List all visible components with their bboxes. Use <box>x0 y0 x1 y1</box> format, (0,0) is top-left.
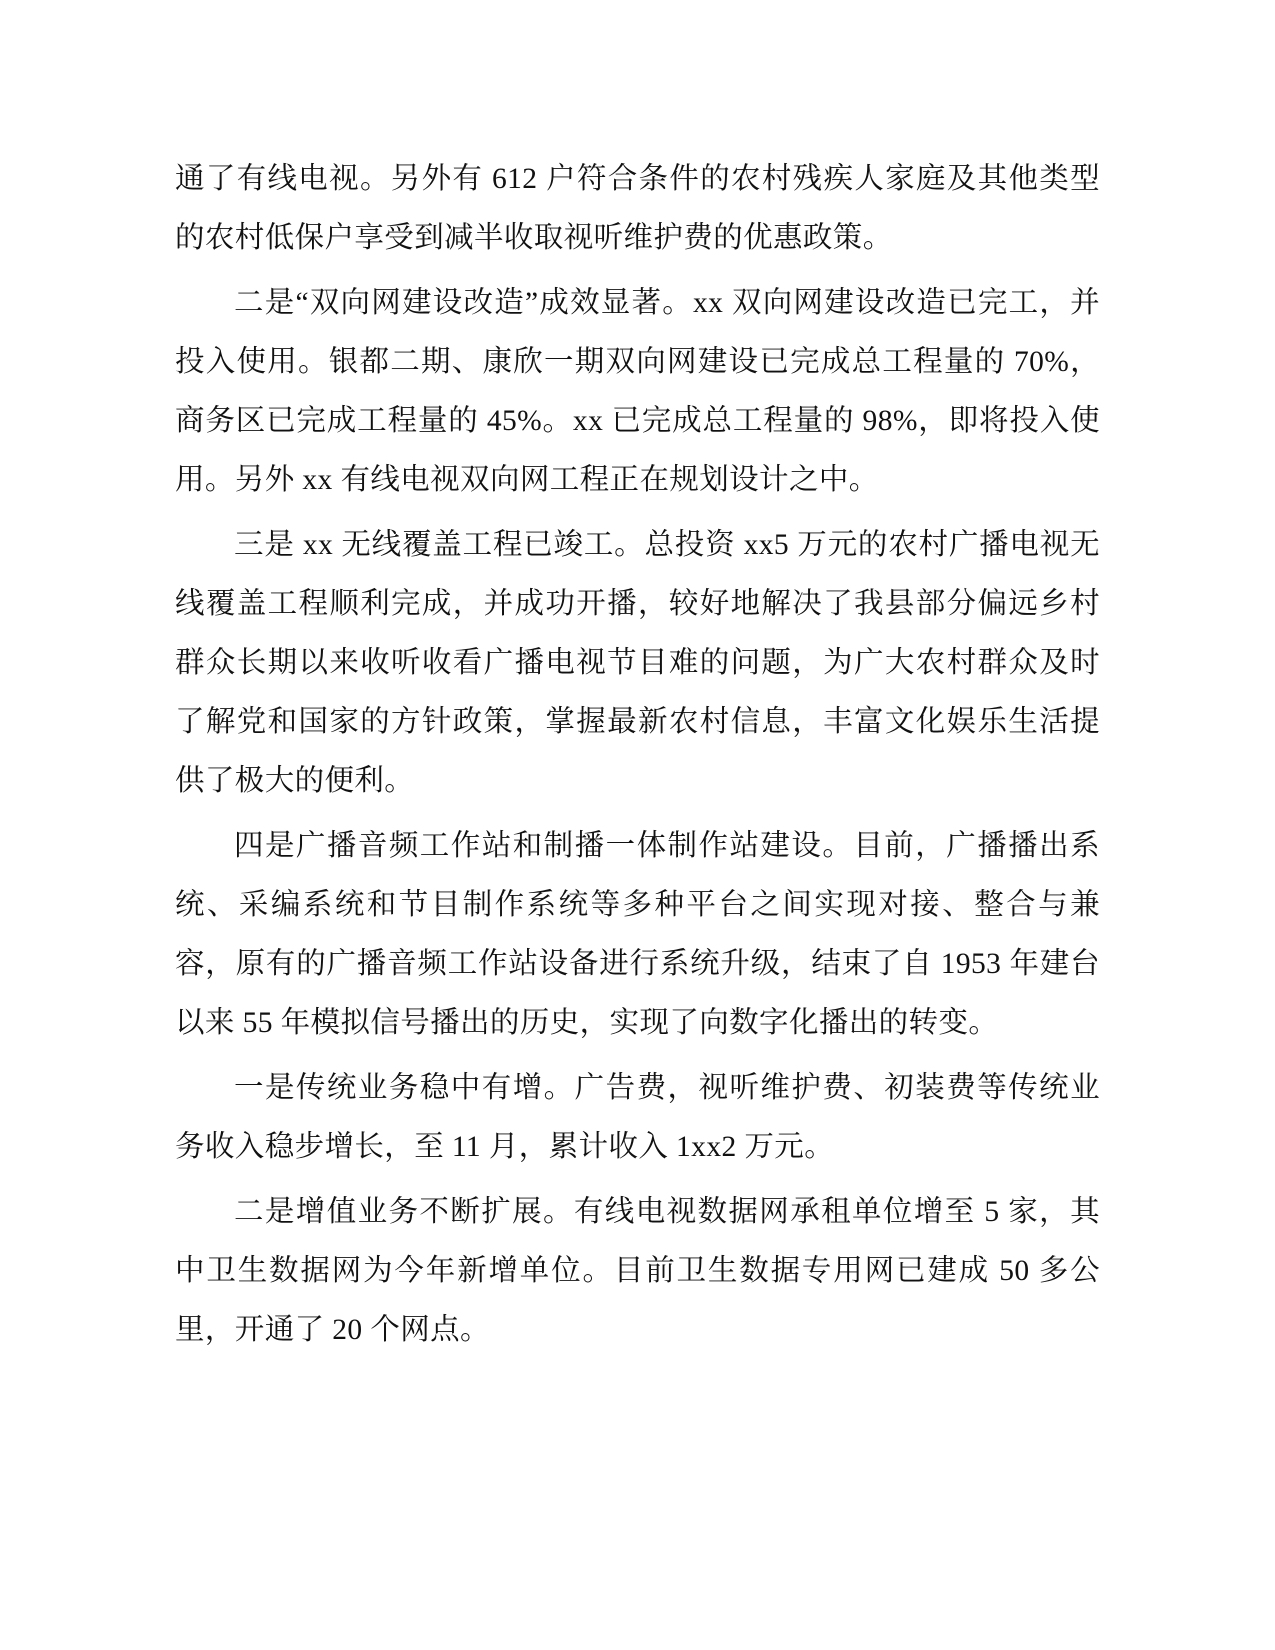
paragraph: 通了有线电视。另外有 612 户符合条件的农村残疾人家庭及其他类型的农村低保户享受到减半收取视听维护费的优惠政策。 <box>175 163 1100 254</box>
paragraph: 二是“双向网建设改造”成效显著。xx 双向网建设改造已完工，并投入使用。银都二期、康欣一期双向网建设已完成总工程量的 70%，商务区已完成工程量的 45%。xx 已完成总工程量的 98%，即将投入使用。另外 xx 有线电视双向网工程正在规划设计之中。 <box>175 287 1100 496</box>
paragraph: 四是广播音频工作站和制播一体制作站建设。目前，广播播出系统、采编系统和节目制作系统等多种平台之间实现对接、整合与兼容，原有的广播音频工作站设备进行系统升级，结束了自 1953 年建台以来 55 年模拟信号播出的历史，实现了向数字化播出的转变。 <box>175 830 1100 1039</box>
paragraph: 二是增值业务不断扩展。有线电视数据网承租单位增至 5 家，其中卫生数据网为今年新增单位。目前卫生数据专用网已建成 50 多公里，开通了 20 个网点。 <box>175 1196 1100 1346</box>
document-body <box>175 150 1100 1360</box>
paragraph: 三是 xx 无线覆盖工程已竣工。总投资 xx5 万元的农村广播电视无线覆盖工程顺利完成，并成功开播，较好地解决了我县部分偏远乡村群众长期以来收听收看广播电视节目难的问题，为广大农村群众及时了解党和国家的方针政策，掌握最新农村信息，丰富文化娱乐生活提供了极大的便利。 <box>175 529 1100 797</box>
paragraph: 一是传统业务稳中有增。广告费，视听维护费、初装费等传统业务收入稳步增长，至 11 月，累计收入 1xx2 万元。 <box>175 1072 1100 1163</box>
